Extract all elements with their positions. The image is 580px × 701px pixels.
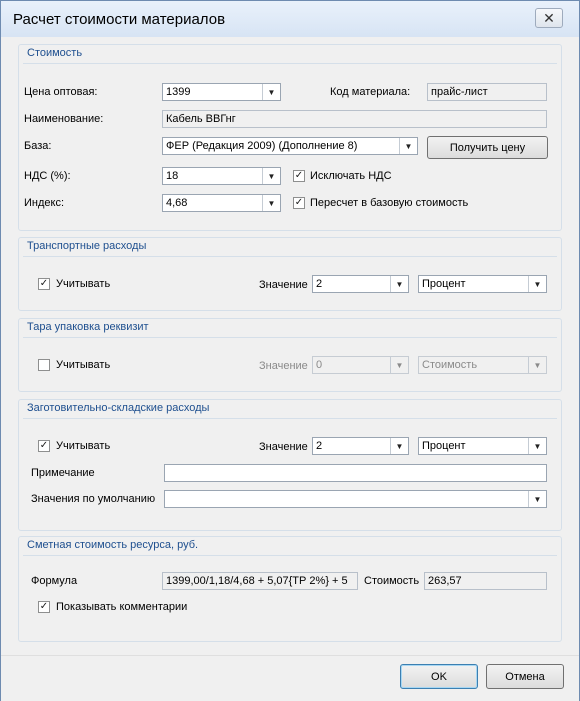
ok-button[interactable]: OK xyxy=(400,664,478,689)
chevron-down-icon[interactable]: ▼ xyxy=(399,138,417,154)
vat-combo[interactable] xyxy=(162,167,281,185)
wholesale-price-combo[interactable] xyxy=(162,83,281,101)
cost-group xyxy=(18,44,562,231)
chevron-down-icon[interactable]: ▼ xyxy=(262,195,280,211)
formula-field[interactable]: 1399,00/1,18/4,68 + 5,07{ТР 2%} + 5 xyxy=(162,572,358,590)
chevron-down-icon: ▼ xyxy=(390,357,408,373)
index-combo[interactable] xyxy=(162,194,281,212)
cost-group-label: Стоимость xyxy=(27,47,83,59)
chevron-down-icon[interactable]: ▼ xyxy=(262,168,280,184)
cost-field[interactable]: 263,57 xyxy=(424,572,547,590)
packaging-group xyxy=(18,318,562,392)
check-icon: ✓ xyxy=(39,278,49,289)
packaging-unit-combo xyxy=(418,356,547,374)
window-title: Расчет стоимости материалов xyxy=(13,11,226,28)
cost-label: Стоимость xyxy=(364,575,420,587)
close-button[interactable] xyxy=(535,8,563,28)
dialog-footer xyxy=(1,655,579,701)
warehouse-unit: Процент xyxy=(422,440,466,452)
group-divider xyxy=(23,337,557,338)
cancel-button[interactable]: Отмена xyxy=(486,664,564,689)
transport-group xyxy=(18,237,562,311)
check-icon: ✓ xyxy=(294,197,304,208)
group-divider xyxy=(23,555,557,556)
exclude-vat-checkbox[interactable] xyxy=(293,170,305,182)
check-icon: ✓ xyxy=(39,440,49,451)
show-comments-label: Показывать комментарии xyxy=(56,601,188,613)
note-label: Примечание xyxy=(31,467,95,479)
base-label: База: xyxy=(24,140,52,152)
material-code-field[interactable]: прайс-лист xyxy=(427,83,547,101)
transport-consider-checkbox[interactable] xyxy=(38,278,50,290)
recalc-base-checkbox[interactable] xyxy=(293,197,305,209)
warehouse-unit-combo[interactable] xyxy=(418,437,547,455)
chevron-down-icon[interactable]: ▼ xyxy=(262,84,280,100)
transport-value-label: Значение xyxy=(259,279,308,291)
index-value: 4,68 xyxy=(166,197,188,209)
transport-unit: Процент xyxy=(422,278,466,290)
name-label: Наименование: xyxy=(24,113,104,125)
packaging-value: 0 xyxy=(316,359,323,371)
check-icon: ✓ xyxy=(294,170,304,181)
warehouse-consider-label: Учитывать xyxy=(56,440,111,452)
wholesale-price-label: Цена оптовая: xyxy=(24,86,98,98)
packaging-group-label: Тара упаковка реквизит xyxy=(27,321,149,333)
dialog-body xyxy=(8,37,572,655)
base-value: ФЕР (Редакция 2009) (Дополнение 8) xyxy=(166,140,358,152)
group-divider xyxy=(23,63,557,64)
defaults-label: Значения по умолчанию xyxy=(31,493,156,505)
warehouse-consider-checkbox[interactable] xyxy=(38,440,50,452)
transport-unit-combo[interactable] xyxy=(418,275,547,293)
formula-label: Формула xyxy=(31,575,78,587)
defaults-combo[interactable] xyxy=(164,490,547,508)
chevron-down-icon[interactable]: ▼ xyxy=(390,276,408,292)
packaging-unit: Стоимость xyxy=(422,359,478,371)
title-bar[interactable] xyxy=(1,1,579,37)
get-price-button[interactable]: Получить цену xyxy=(427,136,548,159)
warehouse-group xyxy=(18,399,562,531)
packaging-consider-label: Учитывать xyxy=(56,359,111,371)
base-combo[interactable] xyxy=(162,137,418,155)
index-label: Индекс: xyxy=(24,197,65,209)
close-icon: ✕ xyxy=(543,9,555,26)
estimate-group-label: Сметная стоимость ресурса, руб. xyxy=(27,539,199,551)
material-code-label: Код материала: xyxy=(330,86,411,98)
vat-value: 18 xyxy=(166,170,179,182)
chevron-down-icon[interactable]: ▼ xyxy=(390,438,408,454)
transport-group-label: Транспортные расходы xyxy=(27,240,147,252)
packaging-value-combo xyxy=(312,356,409,374)
chevron-down-icon: ▼ xyxy=(528,357,546,373)
packaging-consider-checkbox[interactable] xyxy=(38,359,50,371)
note-input[interactable] xyxy=(164,464,547,482)
transport-value-combo[interactable] xyxy=(312,275,409,293)
exclude-vat-label: Исключать НДС xyxy=(310,170,392,182)
chevron-down-icon[interactable]: ▼ xyxy=(528,276,546,292)
check-icon: ✓ xyxy=(39,601,49,612)
warehouse-value-label: Значение xyxy=(259,441,308,453)
estimate-group xyxy=(18,536,562,642)
transport-consider-label: Учитывать xyxy=(56,278,111,290)
show-comments-checkbox[interactable] xyxy=(38,601,50,613)
group-divider xyxy=(23,418,557,419)
warehouse-value: 2 xyxy=(316,440,323,452)
vat-label: НДС (%): xyxy=(24,170,71,182)
transport-value: 2 xyxy=(316,278,323,290)
name-field[interactable]: Кабель ВВГнг xyxy=(162,110,547,128)
group-divider xyxy=(23,256,557,257)
chevron-down-icon[interactable]: ▼ xyxy=(528,491,546,507)
recalc-base-label: Пересчет в базовую стоимость xyxy=(310,197,469,209)
warehouse-group-label: Заготовительно-складские расходы xyxy=(27,402,210,414)
warehouse-value-combo[interactable] xyxy=(312,437,409,455)
packaging-value-label: Значение xyxy=(259,360,308,372)
chevron-down-icon[interactable]: ▼ xyxy=(528,438,546,454)
wholesale-price-value: 1399 xyxy=(166,86,191,98)
